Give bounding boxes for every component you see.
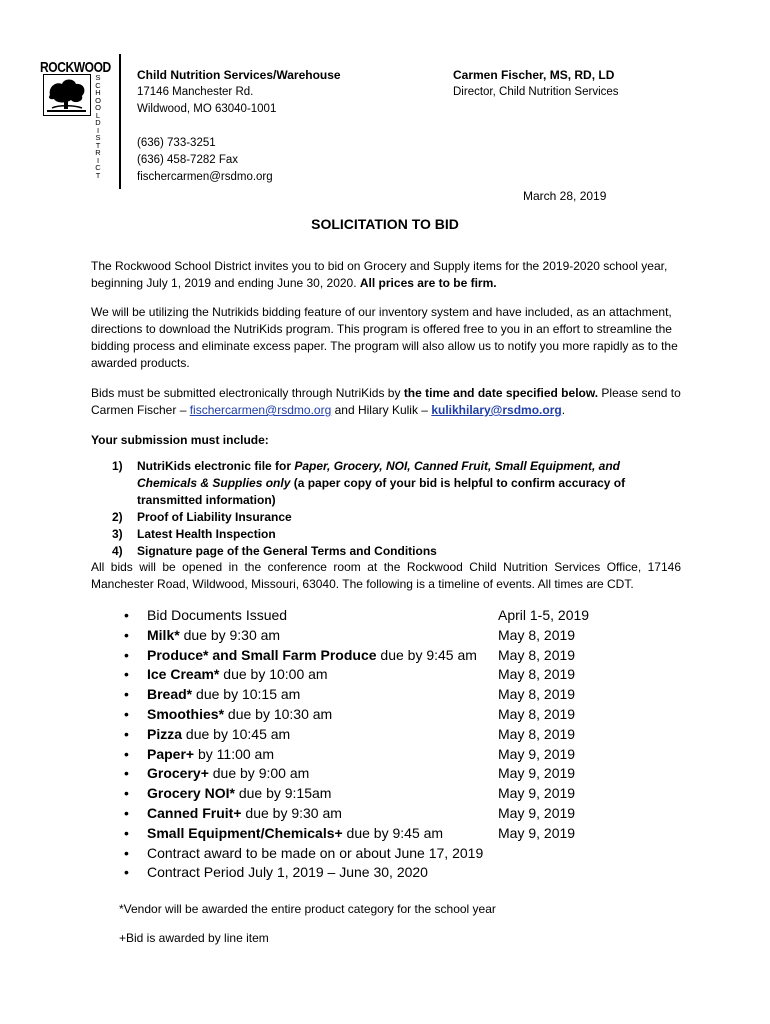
timeline-date: May 8, 2019 [498, 705, 576, 722]
requirement-note: (a paper copy of your bid is helpful to confirm accuracy of transmitted information) [137, 476, 626, 507]
submission-text-a: Bids must be submitted electronically through NutriKids by [91, 386, 404, 400]
nutrikids-paragraph: We will be utilizing the Nutrikids bidding feature of our inventory system and have included, as an attachment, directions to download the NutriKids program. This program is offered free to you in an effort to streamline the bidding process and eliminate excess paper. The program will also allow us to notify you more rapidly as to the awarded products. [91, 305, 678, 370]
submission-text-c: and Hilary Kulik – [331, 403, 432, 417]
address-line-2: Wildwood, MO 63040-1001 [137, 103, 277, 115]
timeline-date: May 9, 2019 [498, 824, 576, 841]
timeline-category: Smoothies* [147, 705, 225, 722]
intro-paragraph [91, 258, 681, 292]
timeline-item [124, 764, 624, 784]
timeline-date: May 9, 2019 [498, 804, 576, 821]
requirement-text: Signature page of the General Terms and Conditions [137, 544, 437, 558]
timeline-detail: due by 9:45 am [376, 646, 477, 663]
contact-email: fischercarmen@rsdmo.org [137, 171, 273, 183]
bullet-icon: • [124, 686, 129, 703]
timeline-detail: due by 9:30 am [179, 626, 281, 643]
timeline-detail: due by 10:15 am [192, 686, 301, 703]
requirement-item [112, 509, 682, 526]
timeline-date: May 8, 2019 [498, 626, 576, 643]
timeline-category: Small Equipment/Chemicals+ [147, 824, 343, 841]
timeline-item [124, 844, 624, 864]
timeline-category: Bread* [147, 686, 193, 703]
submission-heading: Your submission must include: [91, 433, 269, 447]
contact-name: Carmen Fischer, MS, RD, LD [453, 68, 615, 82]
bullet-icon: • [124, 745, 129, 762]
letterhead-divider [119, 54, 121, 189]
tree-icon [44, 75, 89, 114]
logo-side-text: S C H O O L D I S T R I C T [95, 73, 101, 180]
bullet-icon: • [124, 844, 129, 861]
timeline-category: Ice Cream* [147, 666, 220, 683]
timeline-item [124, 685, 624, 705]
timeline-detail: due by 9:00 am [208, 765, 310, 782]
logo-wordmark: ROCKWOOD [40, 58, 111, 76]
timeline-detail: by 11:00 am [194, 745, 274, 762]
requirement-item [112, 543, 682, 560]
page-title: SOLICITATION TO BID [311, 216, 459, 232]
address-line-1: 17146 Manchester Rd. [137, 86, 254, 98]
requirement-text: NutriKids electronic file for [137, 459, 295, 473]
bullet-icon: • [124, 824, 129, 841]
bullet-icon: • [124, 607, 129, 623]
timeline-date: May 8, 2019 [498, 666, 576, 683]
timeline-item [124, 824, 624, 844]
requirement-item [112, 526, 682, 543]
timeline-category: Grocery NOI* [147, 785, 235, 802]
fischer-email-link[interactable]: fischercarmen@rsdmo.org [189, 403, 332, 417]
timeline-item [124, 606, 624, 626]
bullet-icon: • [124, 864, 129, 881]
timeline-date: May 9, 2019 [498, 765, 576, 782]
timeline-item [124, 784, 624, 804]
timeline-detail: Contract award to be made on or about June 17, 2019 [147, 844, 484, 861]
timeline-detail: due by 10:45 am [182, 725, 291, 742]
timeline-item [124, 626, 624, 646]
timeline-date: May 8, 2019 [498, 646, 576, 663]
timeline-detail: due by 9:30 am [241, 804, 342, 821]
vendor-award-note: *Vendor will be awarded the entire product category for the school year [119, 902, 496, 916]
timeline-item [124, 646, 624, 666]
submission-text-d: . [561, 403, 566, 417]
phone-number: (636) 733-3251 [137, 137, 216, 149]
submission-deadline-note: the time and date specified below. [403, 386, 599, 400]
timeline-category: Milk* [147, 626, 180, 643]
contact-title: Director, Child Nutrition Services [453, 86, 619, 98]
bullet-icon: • [124, 666, 129, 683]
timeline-item [124, 804, 624, 824]
timeline-item [124, 705, 624, 725]
timeline-detail: due by 9:15am [234, 785, 332, 802]
timeline-date: May 8, 2019 [498, 686, 576, 703]
fax-number: (636) 458-7282 Fax [137, 154, 239, 166]
timeline-item [124, 725, 624, 745]
bullet-icon: • [124, 765, 129, 782]
firm-prices-note: All prices are to be firm. [359, 276, 497, 290]
timeline-detail: Bid Documents Issued [147, 607, 288, 623]
timeline-date: May 9, 2019 [498, 745, 576, 762]
timeline-item [124, 745, 624, 765]
timeline-category: Grocery+ [147, 765, 209, 782]
department-name: Child Nutrition Services/Warehouse [137, 68, 341, 82]
timeline-date: May 8, 2019 [498, 725, 576, 742]
timeline-category: Produce* and Small Farm Produce [147, 646, 377, 663]
requirement-number: 3) [112, 527, 123, 541]
letter-date: March 28, 2019 [523, 189, 607, 203]
requirement-text: Latest Health Inspection [137, 527, 276, 541]
timeline-detail: due by 10:00 am [219, 666, 328, 683]
requirement-item [112, 458, 682, 509]
timeline-detail: due by 9:45 am [342, 824, 444, 841]
timeline-category: Canned Fruit+ [147, 804, 242, 821]
bullet-icon: • [124, 646, 129, 663]
submission-paragraph [91, 385, 681, 419]
requirement-number: 2) [112, 510, 123, 524]
timeline-detail: due by 10:30 am [224, 705, 333, 722]
requirement-number: 1) [112, 459, 123, 473]
timeline-category: Paper+ [147, 745, 195, 762]
bullet-icon: • [124, 785, 129, 802]
submission-text-b: Please send to Carmen Fischer – [91, 386, 681, 417]
bullet-icon: • [124, 804, 129, 821]
tree-logo-icon [43, 74, 91, 116]
bullet-icon: • [124, 725, 129, 742]
bid-opening-paragraph: All bids will be opened in the conference room at the Rockwood Child Nutrition Services Office, 17146 Manchester Road, Wildwood, Missouri, 63040. The following is a timeline of events. All times are CDT. [91, 560, 681, 591]
timeline-item [124, 863, 624, 883]
timeline-date: April 1-5, 2019 [498, 607, 590, 623]
intro-text: The Rockwood School District invites you to bid on Grocery and Supply items for the 2019-2020 school year, beginning July 1, 2019 and ending June 30, 2020. [91, 259, 668, 290]
kulik-email-link[interactable]: kulikhilary@rsdmo.org [431, 403, 562, 417]
requirement-emphasis: Paper, Grocery, NOI, Canned Fruit, Small Equipment, and Chemicals & Supplies only [137, 459, 620, 490]
timeline-detail: Contract Period July 1, 2019 – June 30, 2020 [147, 864, 428, 881]
requirements-list [112, 458, 682, 560]
bullet-icon: • [124, 705, 129, 722]
timeline-category: Pizza [147, 725, 183, 742]
bullet-icon: • [124, 626, 129, 643]
requirement-number: 4) [112, 544, 123, 558]
timeline-list [124, 606, 624, 883]
line-item-note: +Bid is awarded by line item [119, 931, 269, 945]
timeline-item [124, 665, 624, 685]
timeline-date: May 9, 2019 [498, 785, 576, 802]
requirement-text: Proof of Liability Insurance [137, 510, 292, 524]
